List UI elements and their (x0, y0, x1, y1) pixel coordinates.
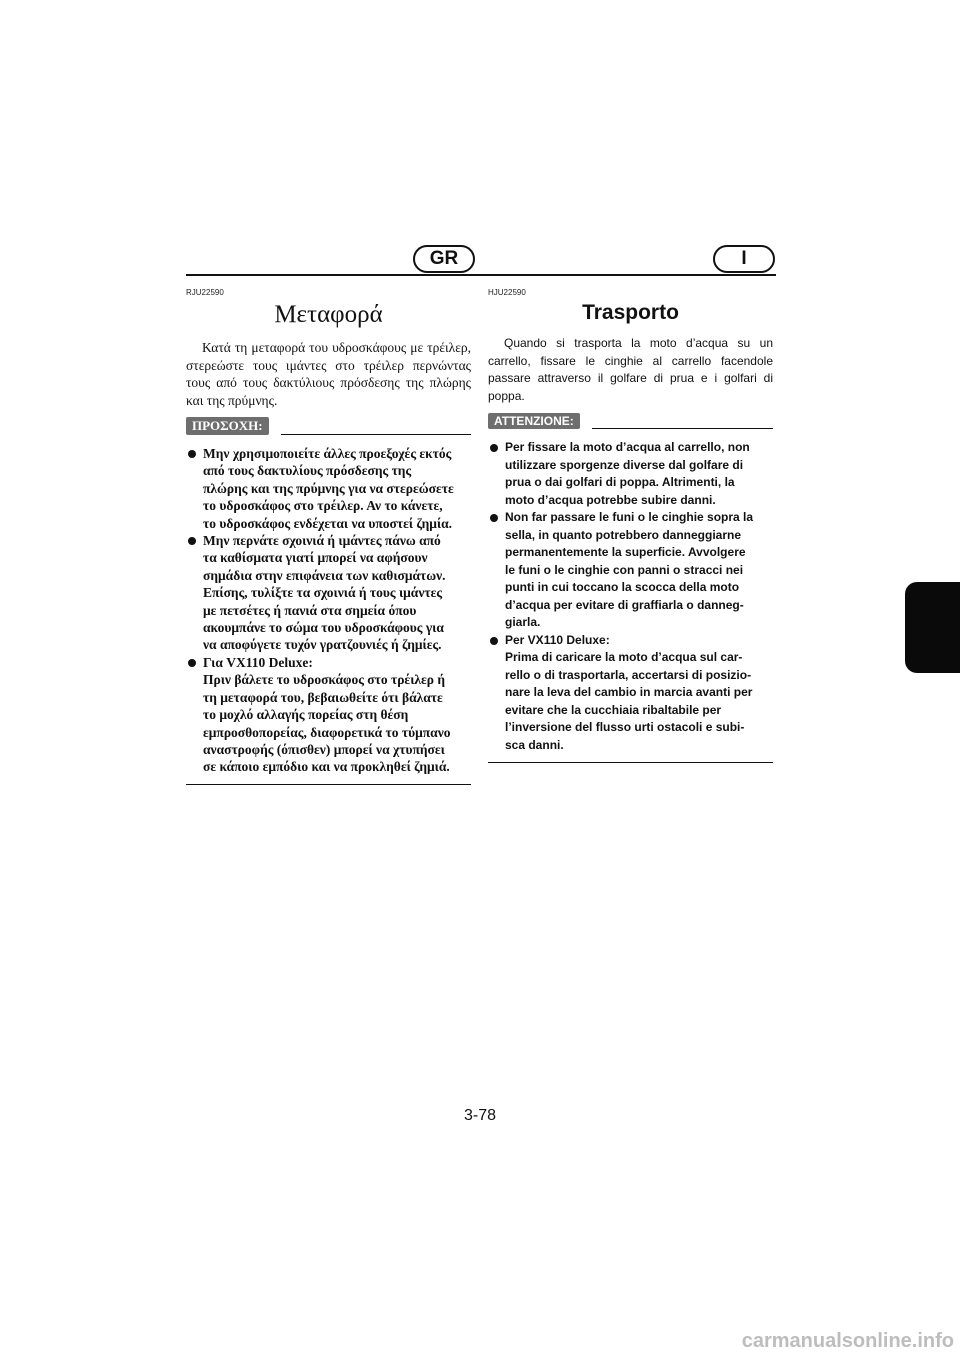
bullet-icon (188, 450, 196, 458)
warning-item-line: sella, in quanto potrebbero danneggiarne (505, 527, 742, 542)
warning-rule (281, 434, 471, 435)
warning-item-line: πλώρης και της πρύμνης για να στερεώσετε (203, 480, 454, 496)
warning-item-line: Για VX110 Deluxe: (203, 654, 313, 670)
warning-label: ATTENZIONE: (488, 413, 580, 429)
warning-item-line: Non far passare le funi o le cinghie sopra la (505, 510, 754, 524)
language-tab-italian: I (713, 245, 775, 273)
warning-item (186, 654, 471, 776)
warning-item-line: τη μεταφορά του, βεβαιωθείτε ότι βάλατε (203, 689, 443, 705)
section-code: HJU22590 (488, 288, 526, 297)
warning-item (186, 445, 471, 532)
section-title: Trasporto (582, 301, 679, 324)
warning-item-line: ακουμπάνε το σώμα του υδροσκάφους για (203, 620, 444, 636)
warning-item-line: να αποφύγετε τυχόν γρατζουνιές ή ζημίες. (203, 637, 442, 653)
warning-end-rule (488, 762, 773, 763)
warning-item-line: le funi o le cinghie con panni o stracci nei (505, 562, 744, 577)
warning-item-line: με πετσέτες ή πανιά στα σημεία όπου (203, 602, 417, 618)
warning-item-line: permanentemente la superficie. Avvolgere (505, 545, 746, 559)
warning-item-line: evitare che la cucchiaia ribaltabile per (505, 702, 722, 717)
bullet-icon (188, 537, 196, 545)
warning-item-line: το υδροσκάφος ενδέχεται να υποστεί ζημία. (203, 515, 453, 531)
warning-item-line: Πριν βάλετε το υδροσκάφος στο τρέιλερ ή (203, 672, 446, 688)
chapter-side-tab (905, 582, 960, 673)
warning-item-line: εμπροσθοπορείας, διαφορετικά το τύμπανο (203, 724, 451, 740)
warning-item-line: rello o di trasportarla, accertarsi di posizio- (505, 667, 752, 682)
header-rule (186, 274, 776, 276)
warning-item (488, 632, 773, 755)
bullet-icon (188, 659, 196, 667)
warning-item-line: Per fissare la moto d’acqua al carrello, non (505, 440, 750, 454)
warning-item-line: nare la leva del cambio in marcia avanti per (505, 685, 753, 699)
warning-item-line: τα καθίσματα γιατί μπορεί να αφήσουν (203, 550, 428, 566)
warning-item-line: Μην περνάτε σχοινιά ή ιμάντες πάνω από (203, 533, 441, 549)
warning-item-line: σε κάποιο εμπόδιο και να προκληθεί ζημιά. (203, 759, 450, 775)
bullet-icon (490, 514, 498, 522)
warning-item-line: sca danni. (505, 737, 564, 752)
intro-paragraph: Quando si trasporta la moto d’acqua su un carrello, fissare le cinghie al carrello facendole passare attraverso il golfare di prua e i golfari di poppa. (488, 336, 773, 403)
language-tab-greek: GR (413, 245, 475, 273)
section-title: Μεταφορά (274, 301, 383, 328)
greek-column (186, 288, 471, 785)
warning-item (488, 509, 773, 632)
warning-rule (592, 428, 773, 429)
warning-item-line: σημάδια στην επιφάνεια των καθισμάτων. (203, 567, 446, 583)
warning-item-line: Per VX110 Deluxe: (505, 632, 610, 647)
warning-item (488, 439, 773, 509)
bullet-icon (490, 444, 498, 452)
warning-item-line: Μην χρησιμοποιείτε άλλες προεξοχές εκτός (203, 446, 452, 461)
warning-label: ΠΡΟΣΟΧΗ: (186, 417, 269, 435)
warning-item-line: giarla. (505, 615, 541, 629)
section-code: RJU22590 (186, 288, 224, 297)
warning-item-line: prua o dai golfari di poppa. Altrimenti, la (505, 475, 735, 489)
warning-item-line: αναστροφής (όπισθεν) μπορεί να χτυπήσει (203, 741, 445, 757)
warning-item-line: d’acqua per evitare di graffiarla o danneg- (505, 597, 744, 612)
warning-item-line: από τους δακτυλίους πρόσδεσης της (203, 463, 412, 479)
warning-header (488, 413, 773, 429)
warning-item-line: Επίσης, τυλίξτε τα σχοινιά ή τους ιμάντες (203, 585, 443, 601)
warning-item-line: moto d’acqua potrebbe subire danni. (505, 492, 716, 507)
bullet-icon (490, 637, 498, 645)
warning-item-line: utilizzare sporgenze diverse dal golfare di (505, 457, 744, 472)
italian-column (488, 288, 773, 763)
watermark: carmanualsonline.info (741, 1330, 954, 1352)
intro-paragraph: Κατά τη μεταφορά του υδροσκάφους με τρέιλερ, στερεώστε τους ιμάντες στο τρέιλερ περνώντας τους από τους δακτύλιους πρόσδεσης της πλώρης και της πρύμνης. (186, 340, 471, 408)
warning-item-line: το υδροσκάφος στο τρέιλερ. Αν το κάνετε, (203, 498, 443, 514)
warning-list (488, 439, 773, 754)
page-number: 3-78 (463, 1107, 497, 1124)
warning-list (186, 445, 471, 776)
warning-item-line: l’inversione del flusso urti ostacoli e subi- (505, 720, 745, 734)
warning-item-line: το μοχλό αλλαγής πορείας στη θέση (203, 707, 409, 723)
warning-item-line: punti in cui toccano la scocca della moto (505, 580, 740, 594)
warning-item-line: Prima di caricare la moto d’acqua sul car- (505, 650, 743, 664)
warning-item (186, 532, 471, 654)
warning-end-rule (186, 784, 471, 785)
warning-header (186, 417, 471, 435)
